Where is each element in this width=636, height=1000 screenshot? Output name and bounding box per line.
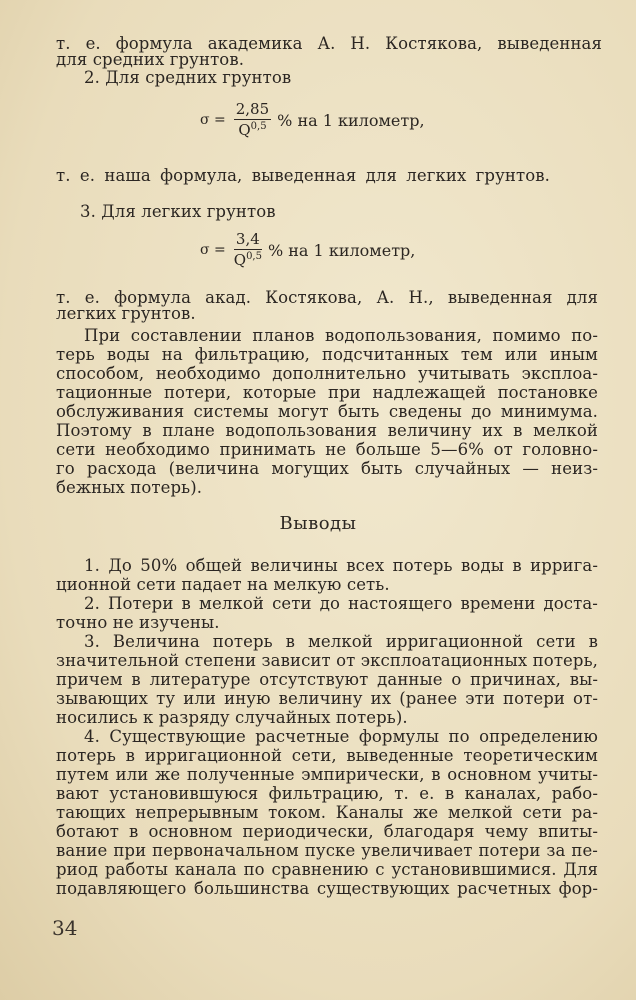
text-line: т. е. наша формула, выведенная для легких грунтов. [56,166,550,185]
text-line: потерь в ирригационной сети, выведенные теоретическим [56,746,598,765]
text-line: для средних грунтов. [56,50,245,69]
text-line: обслуживания системы могут быть сведены до минимума. [56,402,598,421]
item-heading: 3. Для легких грунтов [80,202,276,221]
denominator-base: Q [238,121,251,139]
text-line: вание при первоначальном пуске увеличивает потери за пе- [56,841,598,860]
formula-lhs: σ = [200,112,226,128]
formula-light-soils [200,232,415,268]
formula-medium-soils [200,102,425,138]
text-line: подавляющего большинства существующих расчетных фор- [56,879,598,898]
text-line: зывающих ту или иную величину их (ранее эти потери от- [56,689,598,708]
text-line: точно не изучены. [56,613,220,632]
formula-numerator: 2,85 [235,100,270,118]
text-line: 3. Величина потерь в мелкой ирригационной сети в [84,632,598,651]
text-line: го расхода (величина могущих быть случайных — неиз- [56,459,598,478]
text-line: т. е. формула акад. Костякова, А. Н., выведенная для [56,288,598,307]
formula-rhs: % на 1 километр, [267,240,416,260]
text-line: вают установившуюся фильтрацию, т. е. в каналах, рабо- [56,784,598,803]
text-line: легких грунтов. [56,304,196,323]
formula-denominator [238,120,266,138]
text-line: 2. Потери в мелкой сети до настоящего времени доста- [84,594,598,613]
formula-denominator [234,250,262,268]
formula-numerator: 3,4 [235,230,260,248]
text-line: путем или же полученные эмпирически, в основном учиты- [56,765,598,784]
formula-rhs: % на 1 километр, [277,110,425,130]
text-line: способом, необходимо дополнительно учитывать эксплоа- [56,364,598,383]
denominator-base: Q [233,251,247,269]
formula-lhs: σ = [200,242,226,258]
text-line: 1. До 50% общей величины всех потерь воды в ирригa- [84,556,598,575]
text-line: тающих непрерывным током. Каналы же мелкой сети ра- [56,803,598,822]
text-line: тационные потери, которые при надлежащей постановке [56,383,598,402]
text-line: При составлении планов водопользования, помимо по- [84,326,598,345]
text-line: терь воды на фильтрацию, подсчитанных тем или иным [56,345,598,364]
text-line: ботают в основном периодически, благодаря чему впиты- [56,822,598,841]
text-line: бежных потерь). [56,478,203,497]
denominator-exponent: 0,5 [246,251,262,262]
text-line: т. е. формула академика А. Н. Костякова, выведенная [56,34,602,53]
text-line: сети необходимо принимать не больше 5—6% от головно- [56,440,598,459]
formula-fraction [234,232,262,268]
formula-fraction [234,102,271,138]
denominator-exponent: 0,5 [250,121,267,132]
page-number: 34 [52,916,78,940]
text-line: Поэтому в плане водопользования величину их в мелкой [56,421,598,440]
text-line: носились к разряду случайных потерь). [56,708,408,727]
item-heading: 2. Для средних грунтов [84,68,292,87]
text-line: риод работы канала по сравнению с установившимися. Для [56,860,598,879]
section-title: Выводы [279,513,357,534]
text-line: причем в литературе отсутствуют данные о причинах, вы- [56,670,598,689]
text-line: значительной степени зависит от эксплоатационных потерь, [56,651,598,670]
text-line: ционной сети падает на мелкую сеть. [56,575,390,594]
text-line: 4. Существующие расчетные формулы по определению [84,727,598,746]
